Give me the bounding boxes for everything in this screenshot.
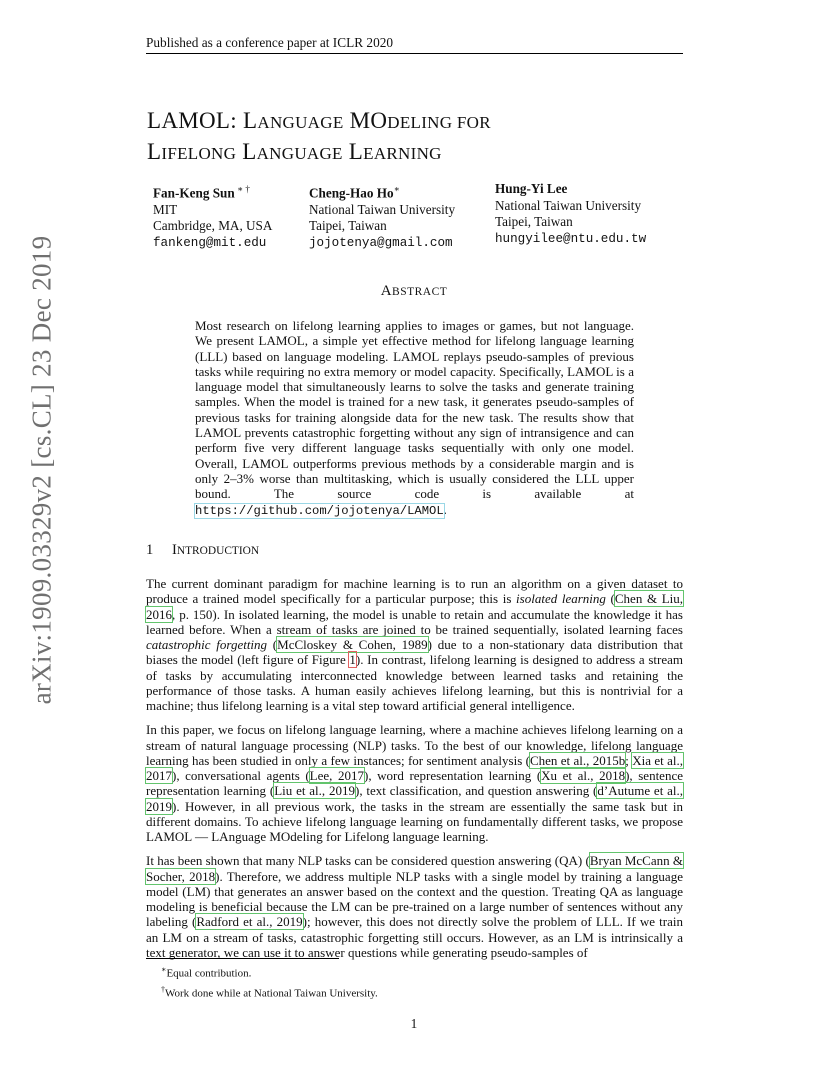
footnote-2: †Work done while at National Taiwan University. <box>161 984 378 1000</box>
author-location: Taipei, Taiwan <box>495 214 573 229</box>
citation-link[interactable]: d’Autume et al., 2019 <box>146 783 683 814</box>
figure-ref-link[interactable]: 1 <box>349 652 356 668</box>
title-line-1: LAMOL: LANGUAGE MODELING FOR <box>147 108 491 133</box>
author-3 <box>495 181 646 247</box>
page-number: 1 <box>410 1016 418 1031</box>
author-name: Hung-Yi Lee <box>495 181 568 196</box>
author-name: Cheng-Hao Ho <box>309 185 394 201</box>
citation-link[interactable]: Xu et al., 2018 <box>541 768 626 783</box>
author-2: Cheng-Hao Ho∗ National Taiwan University Taipei, Taiwan jojotenya@gmail.com <box>309 184 456 250</box>
author-location: Cambridge, MA, USA <box>153 218 273 234</box>
abstract-text: Most research on lifelong learning applies to images or games, but not language. We present LAMOL, a simple yet effective method for lifelong language learning (LLL) based on language modeling. LAMOL replays pseudo-samples of previous tasks while requiring no extra memory or model capacity. Specifically, LAMOL is a language model that simultaneously learns to solve the tasks and generate training samples. When the model is trained for a new task, it generates pseudo-samples of previous tasks for training alongside data for the new task. The results show that LAMOL prevents catastrophic forgetting without any sign of intransigence and can perform five very different language tasks sequentially with only one model. Overall, LAMOL outperforms previous methods by a considerable margin and is only 2–3% worse than multitasking, which is usually considered the LLL upper bound. The source code is available at https://github.com/jojotenya/LAMOL. <box>195 318 634 518</box>
author-affiliation: National Taiwan University <box>495 197 642 213</box>
citation-link[interactable]: Chen & Liu, 2016 <box>146 591 683 622</box>
section-heading-introduction: 1 INTRODUCTION <box>146 542 260 558</box>
paragraph-3: It has been shown that many NLP tasks can be considered question answering (QA) (Bryan McCann & Socher, 2018). Therefore, we address multiple NLP tasks with a single model by training a language model (LM) that generates an answer based on the context and the question. Treating QA as language modeling is beneficial because the LM can be pre-trained on a large number of sentences without any labeling (Radford et al., 2019); however, this does not directly solve the problem of LLL. If we train an LM on a stream of tasks, catastrophic forgetting still occurs. However, as an LM is intrinsically a text generator, we can use it to answer questions while generating pseudo-samples of <box>146 853 683 960</box>
arxiv-identifier: arXiv:1909.03329v2 [cs.CL] 23 Dec 2019 <box>26 235 57 705</box>
paper-title <box>147 106 491 168</box>
author-location: Taipei, Taiwan <box>309 218 387 234</box>
author-email: jojotenya@gmail.com <box>309 235 453 250</box>
footnotes <box>161 962 378 1001</box>
abstract-heading: ABSTRACT <box>380 283 448 299</box>
author-email: fankeng@mit.edu <box>153 235 267 250</box>
author-1: Fan-Keng Sun ∗ † MIT Cambridge, MA, USA fankeng@mit.edu <box>153 184 273 250</box>
citation-link[interactable]: Lee, 2017 <box>309 768 364 783</box>
running-header: Published as a conference paper at ICLR 2020 <box>146 35 394 50</box>
author-name: Fan-Keng Sun <box>153 185 235 201</box>
paragraph-2: In this paper, we focus on lifelong language learning, where a machine achieves lifelong learning on a stream of natural language processing (NLP) tasks. To the best of our knowledge, lifelong language learning has been studied in only a few instances; for sentiment analysis (Chen et al., 2015b; Xia et al., 2017), conversational agents (Lee, 2017), word representation learning (Xu et al., 2018), sentence representation learning (Liu et al., 2019), text classification, and question answering (d’Autume et al., 2019). However, in all previous work, the tasks in the stream are essentially the same task but in different domains. To achieve lifelong language learning on fundamentally different tasks, we propose LAMOL — LAnguage MOdeling for Lifelong language learning. <box>146 722 683 844</box>
author-affiliation: National Taiwan University <box>309 201 456 217</box>
paragraph-1: The current dominant paradigm for machine learning is to run an algorithm on a given dataset to produce a trained model specifically for a particular purpose; this is isolated learning (Chen & Liu, 2016, p. 150). In isolated learning, the model is unable to retain and accumulate the knowledge it has learned before. When a stream of tasks are joined to be trained sequentially, isolated learning faces catastrophic forgetting (McCloskey & Cohen, 1989) due to a non-stationary data distribution that biases the model (left figure of Figure 1). In contrast, lifelong learning is designed to address a stream of tasks by accumulating interconnected knowledge between learned tasks and retaining the performance of those tasks. A human easily achieves lifelong learning, but this is nontrivial for a machine; thus lifelong learning is a vital step toward artificial general intelligence. <box>146 576 683 713</box>
citation-link[interactable]: Bryan McCann & Socher, 2018 <box>146 853 683 884</box>
citation-link[interactable]: McCloskey & Cohen, 1989 <box>277 637 428 652</box>
citation-link[interactable]: Liu et al., 2019 <box>274 783 355 799</box>
header-rule <box>146 53 683 54</box>
author-affiliation: MIT <box>153 201 178 217</box>
citation-link[interactable]: Chen et al., 2015b <box>529 752 626 768</box>
citation-link[interactable]: Xia et al., 2017 <box>146 752 683 783</box>
introduction-body <box>146 576 683 969</box>
footnote-1: ∗Equal contribution. <box>161 965 252 980</box>
title-line-2: LIFELONG LANGUAGE LEARNING <box>147 139 442 164</box>
citation-link[interactable]: Radford et al., 2019 <box>196 914 303 930</box>
footnote-rule <box>146 958 339 959</box>
source-code-link[interactable]: https://github.com/jojotenya/LAMOL <box>195 503 444 518</box>
author-email: hungyilee@ntu.edu.tw <box>495 231 647 246</box>
